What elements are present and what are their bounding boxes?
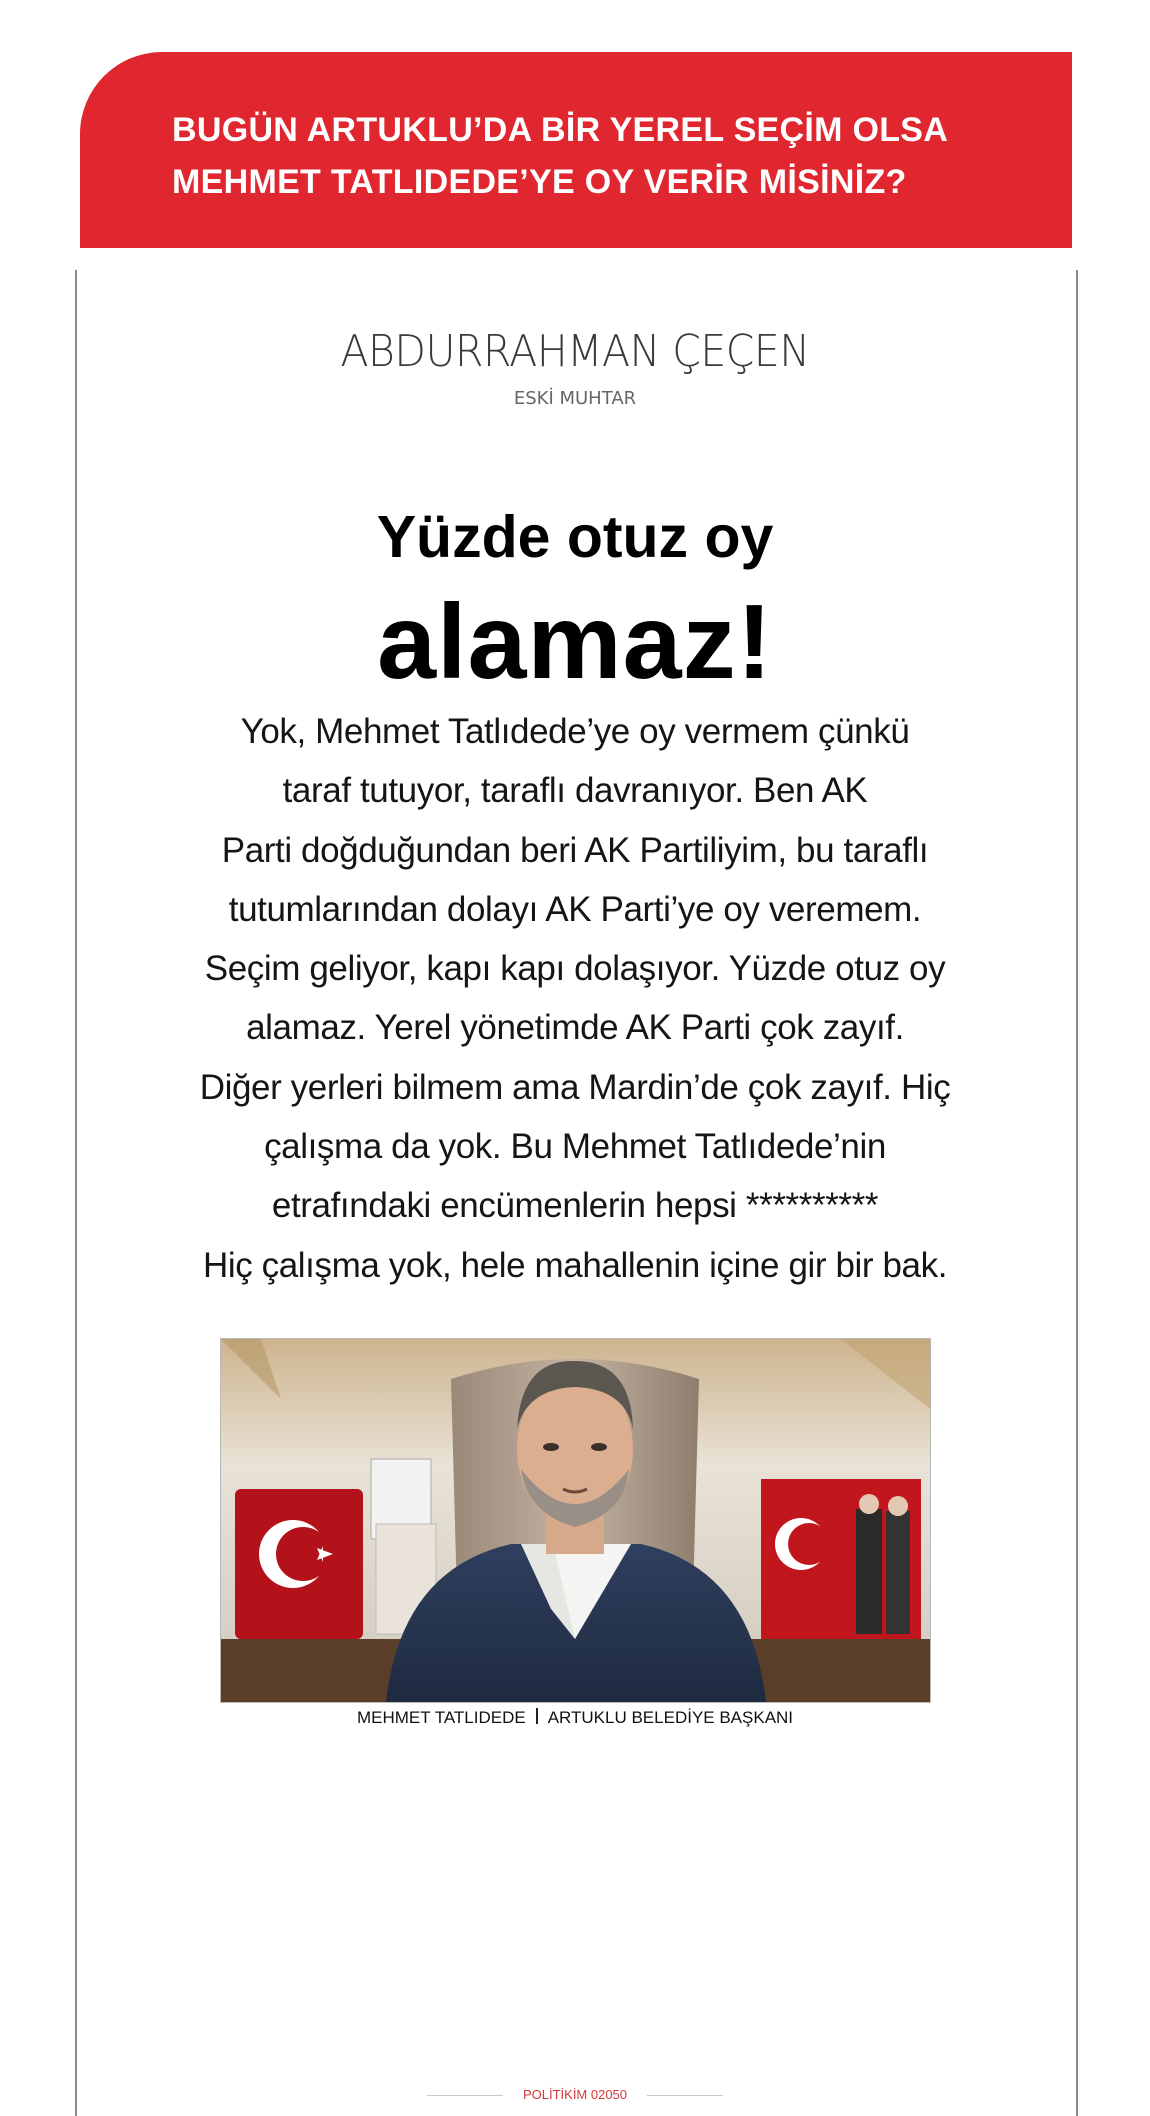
page-footer: [0, 2087, 1150, 2102]
body-line: alamaz. Yerel yönetimde AK Parti çok zayıf.: [246, 1008, 904, 1048]
article-headline-line-2: alamaz!: [377, 583, 773, 701]
body-line: Yok, Mehmet Tatlıdede’ye oy vermem çünkü: [240, 712, 910, 751]
footer-rule-left: [427, 2095, 503, 2096]
body-line: taraf tutuyor, taraflı davranıyor. Ben AK: [282, 771, 868, 811]
footer-rule-right: [647, 2095, 723, 2096]
caption-name: MEHMET TATLIDEDE: [356, 1708, 526, 1727]
headline-banner: [80, 52, 1072, 248]
body-line: Seçim geliyor, kapı kapı dolaşıyor. Yüzde otuz oy: [204, 949, 946, 989]
body-line: etrafındaki encümenlerin hepsi **********: [271, 1186, 879, 1226]
footer-label: POLİTİKİM 02050: [522, 2087, 628, 2102]
author-name: ABDURRAHMAN ÇEÇEN: [340, 325, 810, 377]
caption-role: ARTUKLU BELEDİYE BAŞKANI: [547, 1708, 794, 1727]
mayor-photo: [220, 1338, 931, 1703]
body-line: tutumlarından dolayı AK Parti’ye oy veremem.: [228, 889, 922, 929]
photo-caption: [0, 1708, 1150, 1728]
author-title: ESKİ MUHTAR: [513, 388, 637, 409]
article-headline-line-1: Yüzde otuz oy: [376, 504, 774, 570]
body-line: Parti doğduğundan beri AK Partiliyim, bu taraflı: [221, 830, 929, 870]
caption-separator: [536, 1708, 538, 1724]
body-line: Hiç çalışma yok, hele mahallenin içine gir bir bak.: [202, 1245, 948, 1285]
article-body: [180, 702, 970, 1295]
body-line: Diğer yerleri bilmem ama Mardin’de çok zayıf. Hiç: [199, 1067, 951, 1107]
banner-question-line-1: BUGÜN ARTUKLU’DA BİR YEREL SEÇİM OLSA: [172, 111, 949, 149]
body-line: çalışma da yok. Bu Mehmet Tatlıdede’nin: [264, 1127, 886, 1167]
mayor-photo-illustration: [221, 1339, 930, 1702]
banner-question-line-2: MEHMET TATLIDEDE’YE OY VERİR MİSİNİZ?: [172, 163, 907, 201]
